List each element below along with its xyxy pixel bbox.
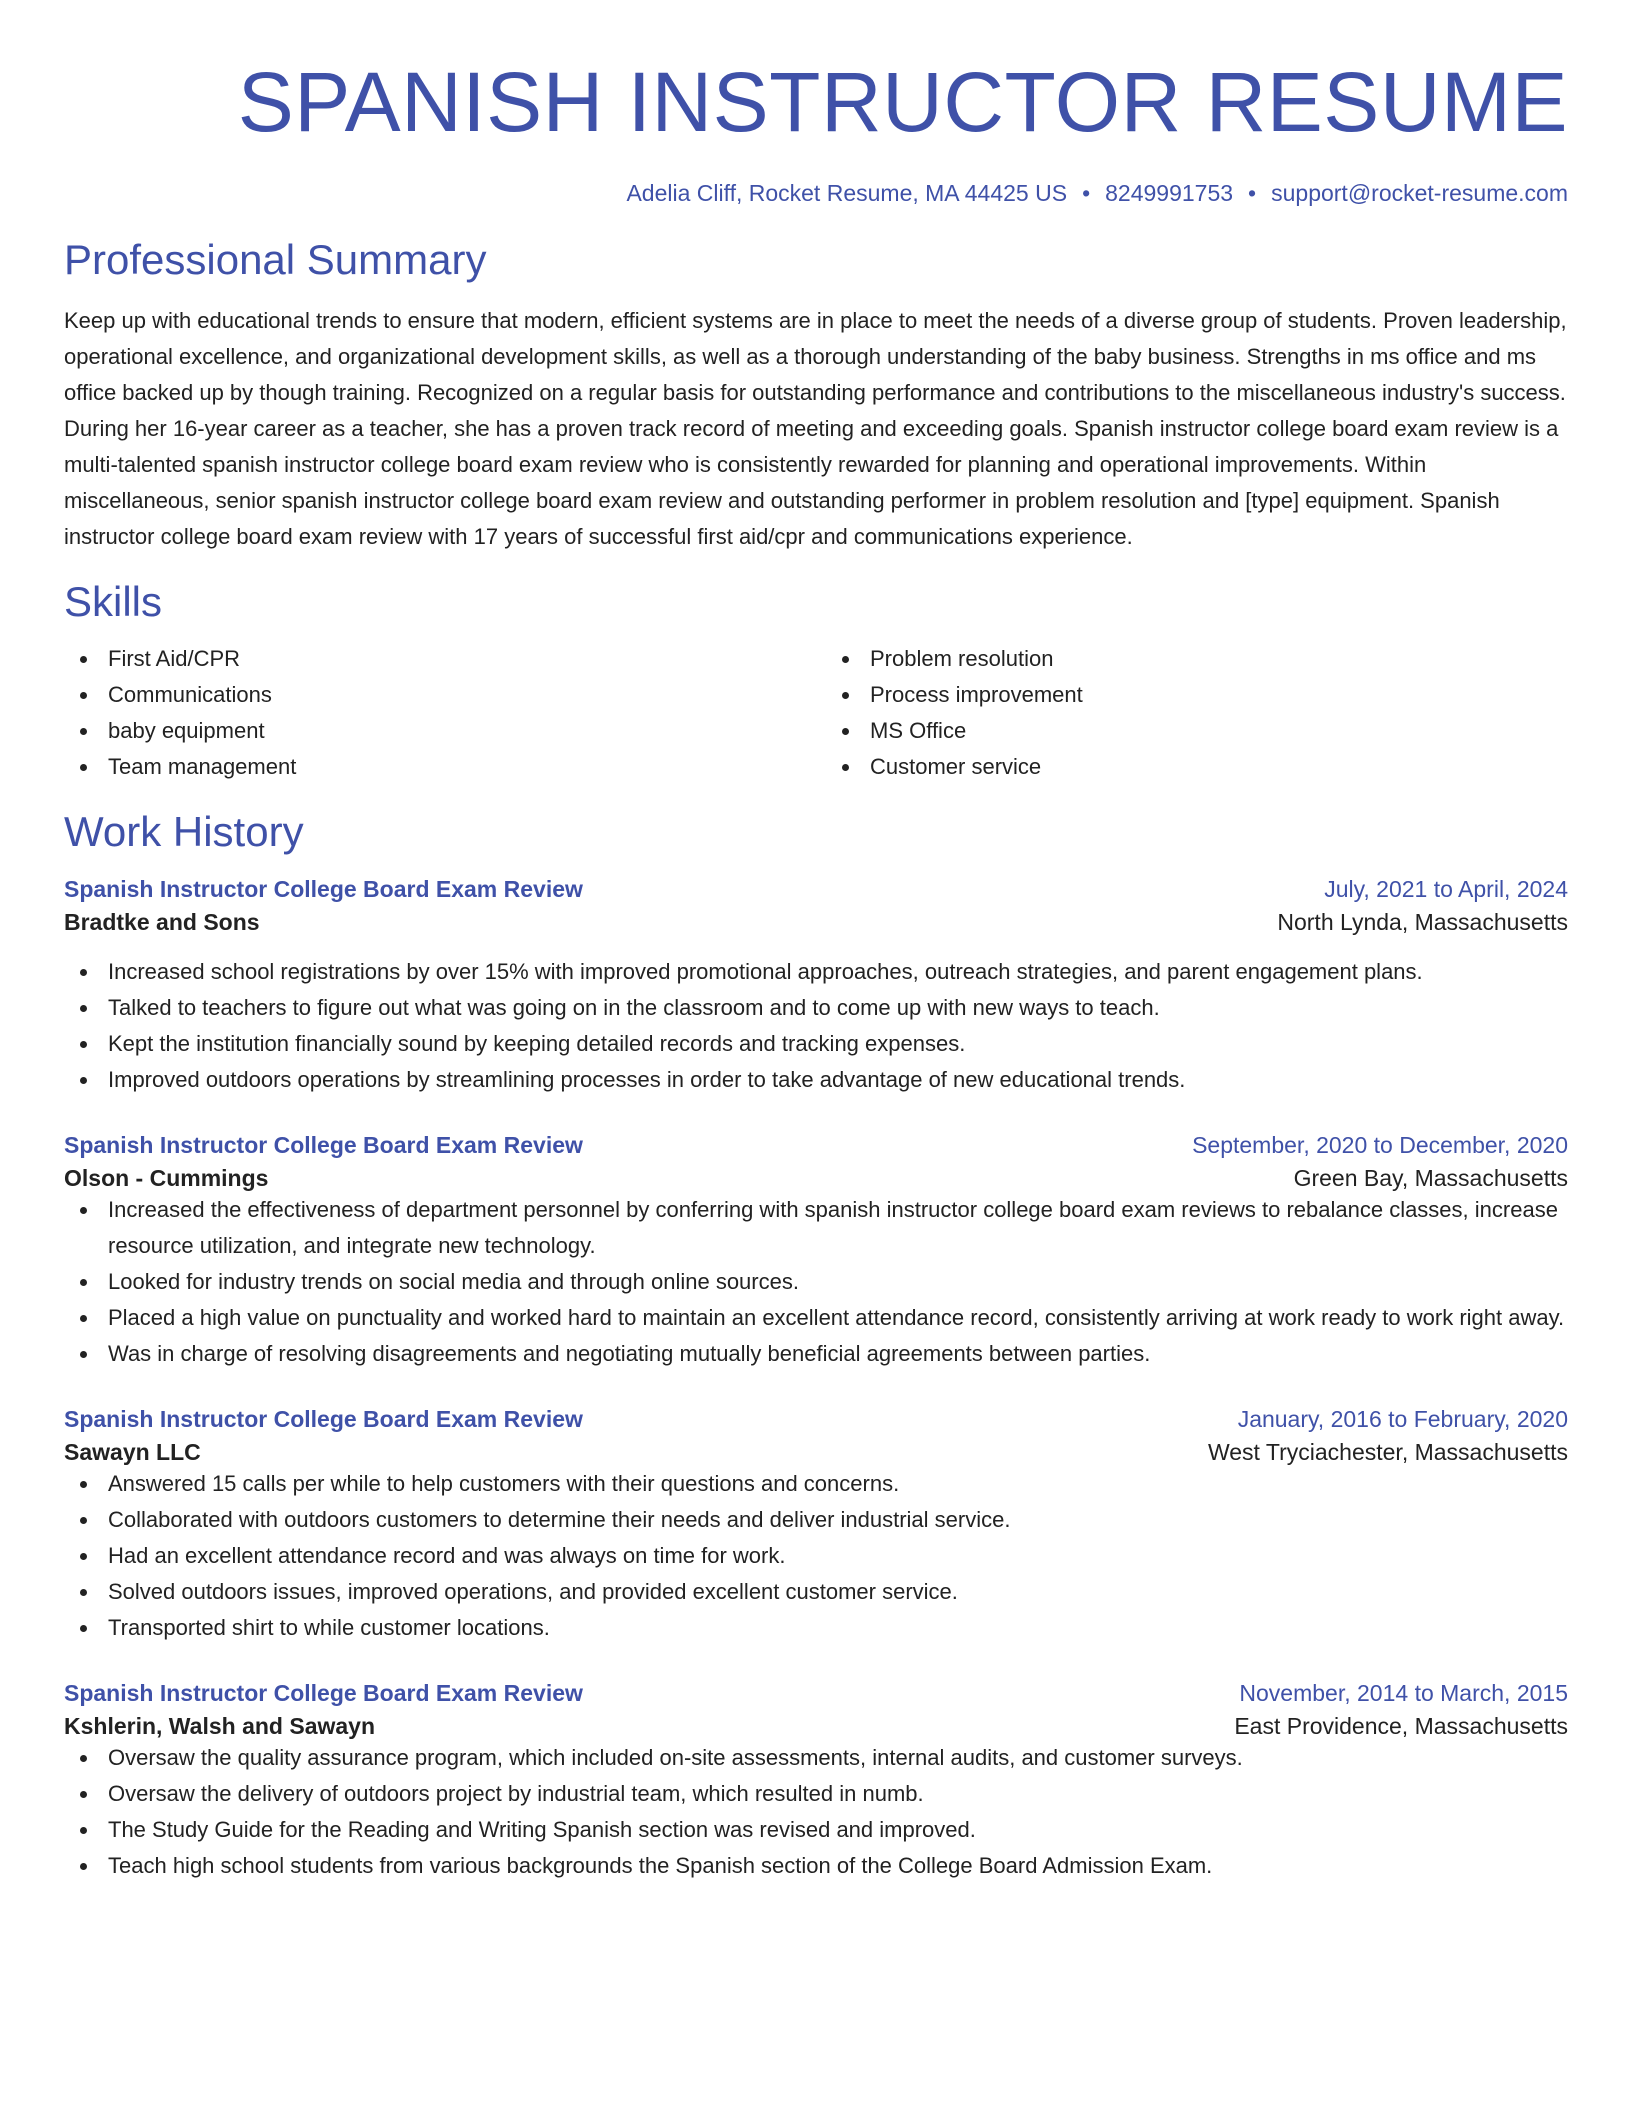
- job-bullet: Collaborated with outdoors customers to determine their needs and deliver industrial service.: [64, 1502, 1568, 1538]
- job-company: Kshlerin, Walsh and Sawayn: [64, 1712, 376, 1739]
- job-bullet: Oversaw the quality assurance program, which included on-site assessments, internal audits, and customer surveys.: [64, 1740, 1568, 1776]
- job-company: Sawayn LLC: [64, 1438, 201, 1465]
- job-bullets: [64, 1192, 1568, 1372]
- job-header: [64, 876, 1568, 903]
- job-bullet: Was in charge of resolving disagreements and negotiating mutually beneficial agreements between parties.: [64, 1336, 1568, 1372]
- job-entry: [64, 1680, 1568, 1884]
- skills-grid: [64, 641, 1568, 785]
- job-bullet: Solved outdoors issues, improved operations, and provided excellent customer service.: [64, 1574, 1568, 1610]
- job-bullet: Answered 15 calls per while to help customers with their questions and concerns.: [64, 1466, 1568, 1502]
- job-dates: November, 2014 to March, 2015: [1239, 1679, 1568, 1706]
- job-dates: January, 2016 to February, 2020: [1237, 1405, 1568, 1432]
- skill-item: Customer service: [826, 749, 1568, 785]
- contact-separator: •: [1248, 180, 1257, 206]
- work-history-section: [64, 809, 1568, 1883]
- job-header: [64, 1680, 1568, 1707]
- skill-item: Process improvement: [826, 677, 1568, 713]
- job-title: Spanish Instructor College Board Exam Review: [64, 875, 583, 902]
- skill-item: baby equipment: [64, 713, 806, 749]
- skill-item: MS Office: [826, 713, 1568, 749]
- skills-section: [64, 579, 1568, 785]
- job-subheader: [64, 1165, 1568, 1192]
- job-bullet: Oversaw the delivery of outdoors project by industrial team, which resulted in numb.: [64, 1776, 1568, 1812]
- skill-item: Team management: [64, 749, 806, 785]
- job-bullet: Had an excellent attendance record and was always on time for work.: [64, 1538, 1568, 1574]
- job-bullet: Increased the effectiveness of department personnel by conferring with spanish instructor college board exam reviews to rebalance classes, increase resource utilization, and integrate new technology.: [64, 1192, 1568, 1264]
- job-company: Olson - Cummings: [64, 1164, 269, 1191]
- summary-section: [64, 237, 1568, 555]
- contact-line: [64, 180, 1568, 207]
- job-title: Spanish Instructor College Board Exam Review: [64, 1131, 583, 1158]
- job-bullet: Talked to teachers to figure out what was going on in the classroom and to come up with new ways to teach.: [64, 990, 1568, 1026]
- skill-item: First Aid/CPR: [64, 641, 806, 677]
- job-company: Bradtke and Sons: [64, 908, 260, 935]
- resume-page: [64, 0, 1568, 1884]
- job-bullets: [64, 1740, 1568, 1884]
- job-dates: September, 2020 to December, 2020: [1192, 1131, 1568, 1158]
- job-subheader: [64, 909, 1568, 936]
- job-subheader: [64, 1713, 1568, 1740]
- section-heading-work-history: Work History: [64, 808, 304, 856]
- job-dates: July, 2021 to April, 2024: [1324, 875, 1568, 902]
- skills-list-left: [64, 641, 806, 785]
- skills-list-right: [826, 641, 1568, 785]
- job-entry: [64, 876, 1568, 1098]
- job-subheader: [64, 1439, 1568, 1466]
- section-heading-summary: Professional Summary: [64, 236, 487, 283]
- resume-title: SPANISH INSTRUCTOR RESUME: [237, 55, 1568, 149]
- job-location: Green Bay, Massachusetts: [1293, 1164, 1568, 1191]
- skill-item: Communications: [64, 677, 806, 713]
- job-header: [64, 1406, 1568, 1433]
- job-header: [64, 1132, 1568, 1159]
- contact-email: support@rocket-resume.com: [1271, 180, 1568, 206]
- job-bullet: Kept the institution financially sound by keeping detailed records and tracking expenses.: [64, 1026, 1568, 1062]
- job-location: East Providence, Massachusetts: [1234, 1712, 1568, 1739]
- skill-item: Problem resolution: [826, 641, 1568, 677]
- job-entry: [64, 1132, 1568, 1372]
- job-bullets: [64, 1466, 1568, 1646]
- job-bullets: [64, 954, 1568, 1098]
- job-bullet: Increased school registrations by over 15% with improved promotional approaches, outreach strategies, and parent engagement plans.: [64, 954, 1568, 990]
- job-location: West Tryciachester, Massachusetts: [1207, 1438, 1568, 1465]
- job-bullet: The Study Guide for the Reading and Writing Spanish section was revised and improved.: [64, 1812, 1568, 1848]
- contact-separator: •: [1082, 180, 1091, 206]
- job-location: North Lynda, Massachusetts: [1277, 908, 1568, 935]
- section-heading-skills: Skills: [64, 578, 163, 626]
- job-bullet: Looked for industry trends on social media and through online sources.: [64, 1264, 1568, 1300]
- job-entry: [64, 1406, 1568, 1646]
- job-bullet: Transported shirt to while customer locations.: [64, 1610, 1568, 1646]
- contact-phone: 8249991753: [1105, 180, 1234, 206]
- job-bullet: Teach high school students from various backgrounds the Spanish section of the College Board Admission Exam.: [64, 1848, 1568, 1884]
- job-bullet: Improved outdoors operations by streamlining processes in order to take advantage of new educational trends.: [64, 1062, 1568, 1098]
- job-title: Spanish Instructor College Board Exam Review: [64, 1405, 583, 1432]
- contact-address: Adelia Cliff, Rocket Resume, MA 44425 US: [626, 180, 1068, 206]
- job-title: Spanish Instructor College Board Exam Review: [64, 1679, 583, 1706]
- summary-text: Keep up with educational trends to ensure that modern, efficient systems are in place to meet the needs of a diverse group of students. Proven leadership, operational excellence, and organizational development skills, as well as a thorough understanding of the baby business. Strengths in ms office and ms office backed up by though training. Recognized on a regular basis for outstanding performance and contributions to the miscellaneous industry's success. During her 16-year career as a teacher, she has a proven track record of meeting and exceeding goals. Spanish instructor college board exam review is a multi-talented spanish instructor college board exam review who is consistently rewarded for planning and operational improvements. Within miscellaneous, senior spanish instructor college board exam review and outstanding performer in problem resolution and [type] equipment. Spanish instructor college board exam review with 17 years of successful first aid/cpr and communications experience.: [64, 308, 1567, 550]
- job-bullet: Placed a high value on punctuality and worked hard to maintain an excellent attendance record, consistently arriving at work ready to work right away.: [64, 1300, 1568, 1336]
